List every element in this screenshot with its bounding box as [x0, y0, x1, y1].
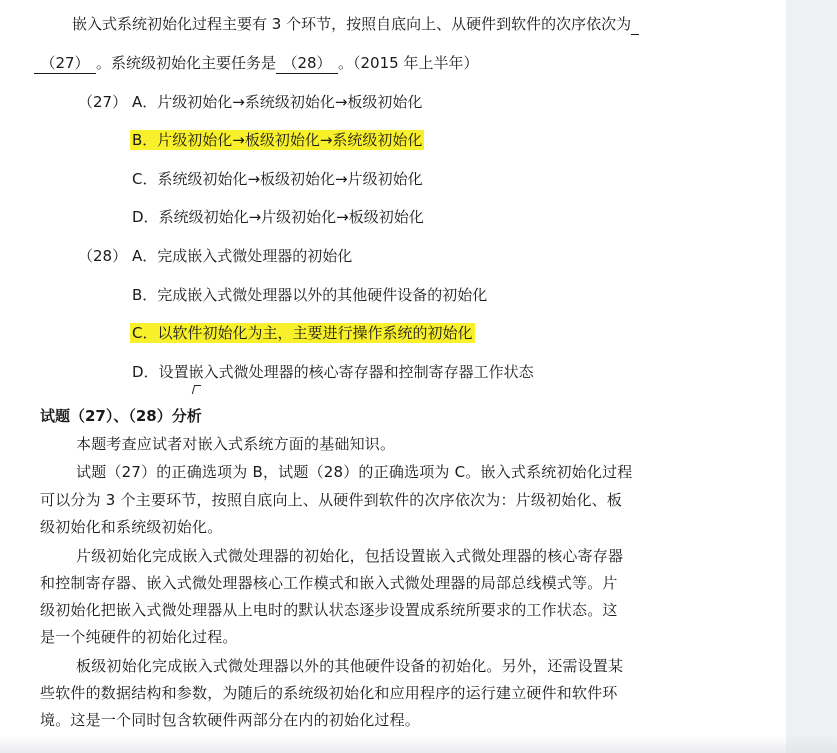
option-text: 片级初始化→系统级初始化→板级初始化	[157, 93, 423, 111]
option-text: 设置嵌入式微处理器的核心寄存器和控制寄存器工作状态	[158, 363, 534, 381]
option-letter: D．	[132, 363, 159, 381]
q28-option-a	[132, 246, 352, 266]
right-margin-band	[786, 0, 837, 753]
option-letter: A．	[132, 247, 158, 265]
analysis-line-4: 级初始化和系统级初始化。	[40, 518, 223, 536]
analysis-line-8: 是一个纯硬件的初始化过程。	[40, 628, 238, 646]
analysis-line-5: 片级初始化完成嵌入式微处理器的初始化，包括设置嵌入式微处理器的核心寄存器	[76, 547, 624, 565]
bottom-fade	[0, 735, 837, 753]
question-tail-text: 。（2015 年上半年）	[338, 54, 479, 72]
option-text: 完成嵌入式微处理器以外的其他硬件设备的初始化	[157, 286, 488, 304]
analysis-line-11: 境。这是一个同时包含软硬件两部分在内的初始化过程。	[40, 711, 421, 729]
option-letter: B．	[132, 286, 158, 304]
option-letter: C．	[132, 324, 158, 342]
analysis-line-3: 可以分为 3 个主要环节，按照自底向上、从硬件到软件的次序依次为：片级初始化、板	[40, 491, 623, 509]
analysis-heading: 试题（27）、（28）分析	[40, 407, 202, 425]
blank-27: （27）	[34, 53, 96, 74]
q27-number: （27）	[78, 93, 128, 111]
mouse-cursor-icon	[192, 385, 201, 394]
question-line-1	[72, 14, 639, 35]
option-letter: D．	[132, 208, 159, 226]
q28-option-c	[130, 323, 475, 343]
q28-number: （28）	[78, 247, 128, 265]
analysis-line-9: 板级初始化完成嵌入式微处理器以外的其他硬件设备的初始化。另外，还需设置某	[76, 657, 624, 675]
highlight-answer	[130, 130, 424, 150]
q28-option-b	[132, 285, 487, 305]
option-letter: A．	[132, 93, 158, 111]
q27-option-c	[132, 169, 423, 189]
analysis-line-10: 些软件的数据结构和参数，为随后的系统级初始化和应用程序的运行建立硬件和软件环	[40, 684, 618, 702]
option-text: 系统级初始化→板级初始化→片级初始化	[157, 170, 423, 188]
q27-option-b	[130, 130, 424, 150]
option-text: 完成嵌入式微处理器的初始化	[157, 247, 353, 265]
option-text: 系统级初始化→片级初始化→板级初始化	[158, 208, 424, 226]
option-text: 以软件初始化为主，主要进行操作系统的初始化	[157, 324, 473, 342]
blank-28: （28）	[276, 53, 338, 74]
analysis-line-2: 试题（27）的正确选项为 B，试题（28）的正确选项为 C。嵌入式系统初始化过程	[76, 463, 633, 481]
underline-end	[631, 14, 639, 35]
question-mid-text: 。系统级初始化主要任务是	[96, 54, 277, 72]
q27-option-d	[132, 207, 424, 227]
q28-option-d	[132, 362, 534, 382]
option-letter: B．	[132, 131, 158, 149]
analysis-line-7: 级初始化把嵌入式微处理器从上电时的默认状态逐步设置成系统所要求的工作状态。这	[40, 601, 618, 619]
question-line-2	[34, 53, 478, 74]
q27-option-a	[132, 92, 422, 112]
analysis-line-6: 和控制寄存器、嵌入式微处理器核心工作模式和嵌入式微处理器的局部总线模式等。片	[40, 574, 618, 592]
highlight-answer	[130, 323, 475, 343]
question-text-1: 嵌入式系统初始化过程主要有 3 个环节，按照自底向上、从硬件到软件的次序依次为	[72, 15, 632, 33]
option-text: 片级初始化→板级初始化→系统级初始化	[157, 131, 423, 149]
analysis-line-1: 本题考查应试者对嵌入式系统方面的基础知识。	[76, 435, 396, 453]
option-letter: C．	[132, 170, 158, 188]
